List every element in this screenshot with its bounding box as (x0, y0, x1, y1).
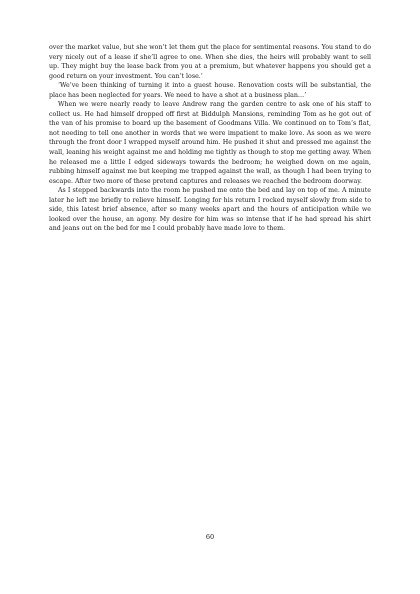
paragraph-2: ‘We’ve been thinking of turning it into a guest house. Renovation costs will be substantial, the place has been neglected for years. We need to have a shot at a business plan…’ (49, 82, 371, 99)
page-number: 60 (205, 533, 215, 541)
paragraph-4: As I stepped backwards into the room he pushed me onto the bed and lay on top of me. A minute later he left me briefly to relieve himself. Longing for his return I rocked myself slowly from side to side, this latest brief absence, after so many weeks apart and the hours of anticipation while we looked over the house, an agony. My desire for him was so intense that if he had spread his shirt and jeans out on the bed for me I could probably have made love to them. (49, 187, 371, 233)
paragraph-1: over the market value, but she won’t let them gut the place for sentimental reasons. You stand to do very nicely out of a lease if she’ll agree to one. When she dies, the heirs will probably want to sell up. They might buy the lease back from you at a premium, but whatever happens you should get a good return on your investment. You can’t lose.’ (49, 44, 371, 80)
paragraph-3: When we were nearly ready to leave Andrew rang the garden centre to ask one of his staff to collect us. He had himself dropped off first at Biddulph Mansions, reminding Tom as he got out of the van of his promise to board up the basement of Goodmans Villa. We continued on to Tom’s flat, not needing to tell one another in words that we were impatient to make love. As soon as we were through the front door I wrapped myself around him. He pushed it shut and pressed me against the wall, leaning his weight against me and holding me tightly as though to stop me getting away. When he released me a little I edged sideways towards the bedroom; he weighed down on me again, rubbing himself against me but keeping me trapped against the wall, as though I had been trying to escape. After two more of these pretend captures and releases we reached the bedroom doorway. (49, 101, 371, 185)
body-text (49, 43, 371, 234)
